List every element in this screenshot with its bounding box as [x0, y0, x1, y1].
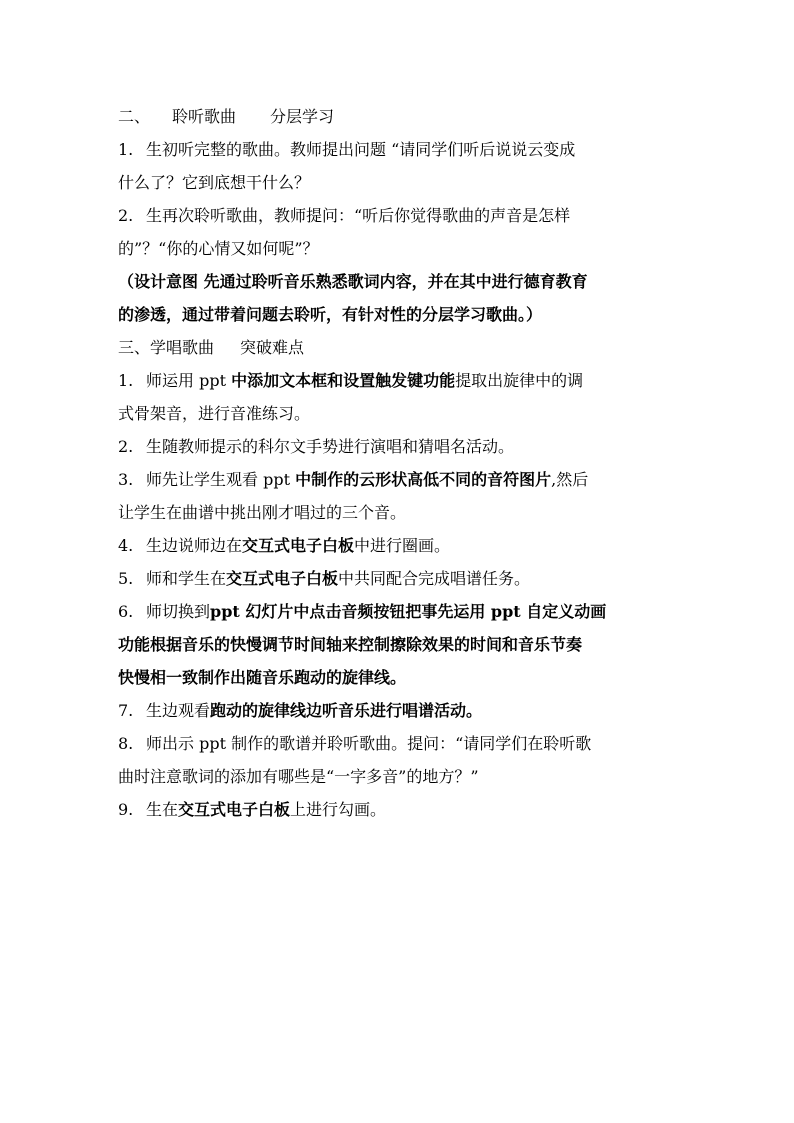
s3-item-4-line-1: [118, 529, 683, 562]
s3-item-5-number: 5.: [118, 569, 134, 588]
s3-item-4-text-a: 生边说师边在: [146, 536, 243, 555]
s3-item-4-text-bold: 交互式电子白板: [242, 536, 355, 555]
section-2-title-part1: 聆听歌曲: [172, 107, 237, 126]
s2-item-1-line-2: [118, 166, 683, 199]
s3-item-9-text-bold: 交互式电子白板: [178, 800, 291, 819]
s2-item-2-number: 2.: [118, 206, 134, 225]
s2-item-1-text: 生初听完整的歌曲。教师提出问题 “请同学们听后说说云变成: [146, 140, 576, 159]
s2-item-2-text: 生再次聆听歌曲，教师提问：“听后你觉得歌曲的声音是怎样: [146, 206, 571, 225]
s3-item-5-line-1: [118, 562, 683, 595]
s3-item-6-line-2: [118, 628, 683, 661]
s3-item-3-text-bold: 中制作的云形状高低不同的音符图片: [295, 470, 552, 489]
s3-item-3-line-1: [118, 463, 683, 496]
s3-item-9-line-1: [118, 793, 683, 826]
s3-item-1-text-c: 提取出旋律中的调: [455, 371, 584, 390]
s3-item-7-number: 7.: [118, 701, 134, 720]
s3-item-7-text-bold: 跑动的旋律线边听音乐进行唱谱活动。: [210, 701, 483, 720]
s3-item-1-number: 1.: [118, 371, 134, 390]
s2-item-2-text-cont: 的”？“你的心情又如何呢”？: [118, 239, 319, 258]
design-intent-line-2: [118, 298, 683, 331]
s3-item-3-number: 3.: [118, 470, 134, 489]
s3-item-2-number: 2.: [118, 437, 134, 456]
s3-item-7-line-1: [118, 694, 683, 727]
s2-item-2-line-1: [118, 199, 683, 232]
s3-item-9-text-a: 生在: [146, 800, 179, 819]
s3-item-6-line-1: [118, 595, 683, 628]
section-2-heading: [118, 100, 683, 133]
s3-item-2-text: 生随教师提示的科尔文手势进行演唱和猜唱名活动。: [146, 437, 515, 456]
section-3-heading: [118, 331, 683, 364]
s3-item-8-line-1: [118, 727, 683, 760]
s3-item-9-text-c: 上进行勾画。: [290, 800, 387, 819]
s3-item-9-number: 9.: [118, 800, 134, 819]
s3-item-6-number: 6.: [118, 602, 134, 621]
document-body: [118, 100, 683, 826]
design-intent-line-1: [118, 265, 683, 298]
s3-item-5-text-a: 师和学生在: [146, 569, 227, 588]
s3-item-5-text-c: 中共同配合完成唱谱任务。: [338, 569, 531, 588]
s3-item-1-line-1: [118, 364, 683, 397]
s2-item-1-text-cont: 什么了？它到底想干什么？: [118, 173, 311, 192]
s2-item-1-line-1: [118, 133, 683, 166]
section-2-title-part2: 分层学习: [270, 107, 335, 126]
s3-item-8-text: 师出示 ppt 制作的歌谱并聆听歌曲。提问：“请同学们在聆听歌: [146, 734, 592, 753]
s3-item-3-text-cont: 让学生在曲谱中挑出刚才唱过的三个音。: [118, 503, 407, 522]
section-2-prefix: 二、: [118, 107, 151, 126]
s3-item-6-text-a: 师切换到: [146, 602, 211, 621]
s3-item-8-number: 8.: [118, 734, 134, 753]
design-intent-text: （设计意图 先通过聆听音乐熟悉歌词内容，并在其中进行德育教育: [118, 272, 588, 291]
s3-item-2-line-1: [118, 430, 683, 463]
s3-item-8-line-2: [118, 760, 683, 793]
s3-item-6-text-bold: ppt 幻灯片中点击音频按钮把事先运用 ppt 自定义动画: [210, 602, 607, 621]
s3-item-7-text-a: 生边观看: [146, 701, 211, 720]
s2-item-1-number: 1.: [118, 140, 134, 159]
s3-item-1-text-cont: 式骨架音，进行音准练习。: [118, 404, 311, 423]
s3-item-6-line-3: [118, 661, 683, 694]
s3-item-6-text-cont-2: 快慢相一致制作出随音乐跑动的旋律线。: [118, 668, 407, 687]
s3-item-8-text-cont: 曲时注意歌词的添加有哪些是“一字多音”的地方？”: [118, 767, 479, 786]
s2-item-2-line-2: [118, 232, 683, 265]
s3-item-3-line-2: [118, 496, 683, 529]
s3-item-4-text-c: 中进行圈画。: [354, 536, 451, 555]
s3-item-5-text-bold: 交互式电子白板: [226, 569, 339, 588]
design-intent-text-cont: 的渗透，通过带着问题去聆听，有针对性的分层学习歌曲。）: [118, 305, 543, 324]
section-3-title-part1: 三、学唱歌曲: [118, 338, 215, 357]
s3-item-1-text-bold: 中添加文本框和设置触发键功能: [231, 371, 456, 390]
s3-item-4-number: 4.: [118, 536, 134, 555]
s3-item-1-line-2: [118, 397, 683, 430]
s3-item-3-text-a: 师先让学生观看 ppt: [146, 470, 296, 489]
s3-item-1-text-a: 师运用 ppt: [146, 371, 232, 390]
s3-item-3-text-c: ,然后: [551, 470, 589, 489]
section-3-title-part2: 突破难点: [240, 338, 305, 357]
s3-item-6-text-cont-1: 功能根据音乐的快慢调节时间轴来控制擦除效果的时间和音乐节奏: [118, 635, 583, 654]
